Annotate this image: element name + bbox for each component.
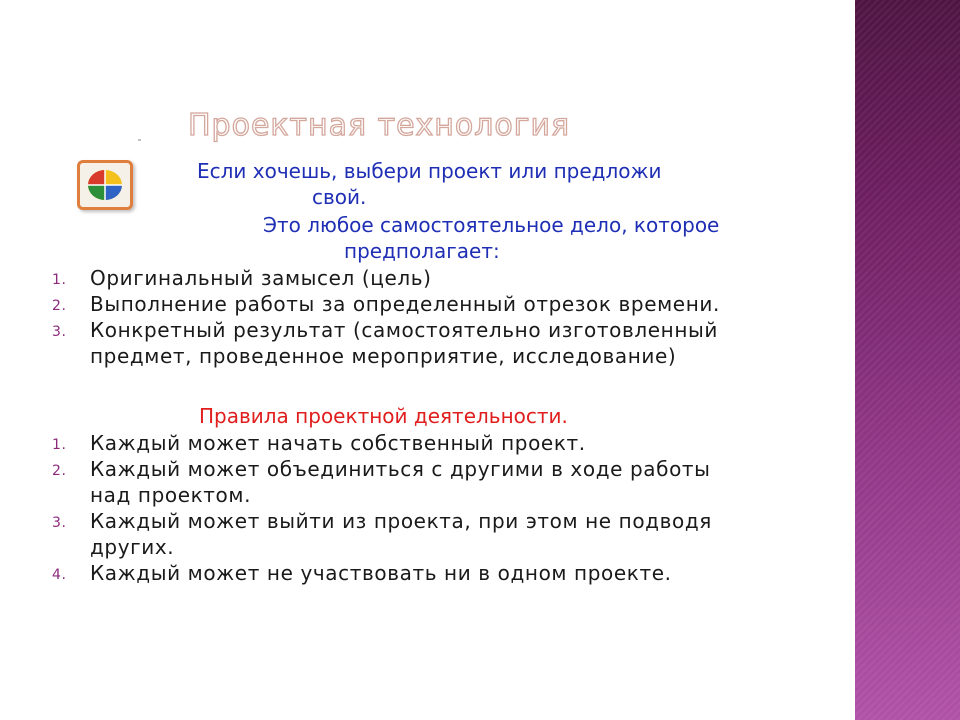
title-mark [138,139,141,141]
list-item [40,291,800,317]
four-color-pie-icon [77,160,133,210]
list-item [40,560,800,586]
list-item-text: Выполнение работы за определенный отрезок времени. [90,292,720,316]
list-item-text-cont: предмет, проведенное мероприятие, исследование) [90,344,677,368]
list-number: 1. [52,272,67,288]
list-number: 2. [52,463,67,479]
list-number: 3. [52,324,67,340]
list-number: 1. [52,437,67,453]
intro-line-2: Это любое самостоятельное дело, которое [263,213,720,237]
rules-heading: Правила проектной деятельности. [199,404,568,428]
list-item-text: Каждый может выйти из проекта, при этом не подводя [90,509,712,533]
list-number: 3. [52,515,67,531]
list-item-text: Каждый может начать собственный проект. [90,431,586,455]
list-item [40,317,800,369]
intro-line-1-cont: свой. [312,185,367,209]
rules-list [40,430,800,586]
list-item [40,508,800,560]
intro-line-1: Если хочешь, выбери проект или предложи [197,159,662,183]
list-item [40,265,800,291]
list-item-text-cont: других. [90,535,175,559]
list-number: 4. [52,567,67,583]
list-item-text: Каждый может объединиться с другими в ходе работы [90,457,711,481]
list-item [40,430,800,456]
list-item [40,456,800,508]
list-item-text: Оригинальный замысел (цель) [90,266,432,290]
list-number: 2. [52,298,67,314]
decorative-side-band [855,0,960,720]
list-item-text: Конкретный результат (самостоятельно изготовленный [90,318,718,342]
slide-title: Проектная технология [188,108,571,143]
project-criteria-list [40,265,800,369]
list-item-text: Каждый может не участвовать ни в одном проекте. [90,561,672,585]
list-item-text-cont: над проектом. [90,483,252,507]
intro-line-2-cont: предполагает: [344,239,500,263]
